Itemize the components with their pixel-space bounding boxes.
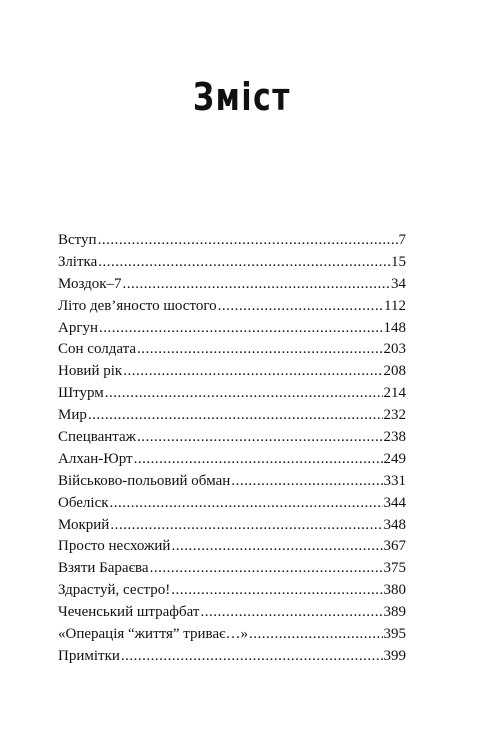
toc-entry-title: «Операція “життя” триває…» — [58, 626, 249, 643]
toc-entry-page: 7 — [398, 232, 406, 248]
toc-entry-page: 348 — [383, 516, 406, 533]
toc-entry-page: 367 — [383, 538, 406, 555]
toc-entry-title: Алхан-Юрт — [58, 450, 133, 467]
toc-entry-title: Мир — [58, 407, 87, 424]
toc-entry — [58, 604, 406, 626]
toc-entry-title: Новий рік — [58, 363, 123, 380]
toc-entry-page: 238 — [383, 429, 406, 446]
toc-entry-title: Злітка — [58, 253, 98, 270]
toc-entry-title: Військово-польовий обман — [58, 472, 231, 489]
dot-leader — [105, 385, 383, 402]
toc-entry-page: 112 — [384, 297, 406, 314]
toc-entry — [58, 648, 406, 670]
toc-entry — [58, 341, 406, 363]
toc-entry-title: Аргун — [58, 319, 99, 336]
toc-entry-page: 331 — [383, 472, 406, 489]
dot-leader — [137, 341, 382, 358]
toc-entry-title: Вступ — [58, 232, 97, 248]
dot-leader — [200, 604, 382, 621]
toc-entry-title: Здрастуй, сестро! — [58, 582, 171, 599]
dot-leader — [171, 582, 382, 599]
toc-entry — [58, 254, 406, 276]
toc-entry — [58, 232, 406, 254]
toc-entry — [58, 407, 406, 429]
dot-leader — [88, 407, 383, 424]
toc-entry-title: Сон солдата — [58, 341, 137, 358]
dot-leader — [150, 560, 383, 577]
toc-entry — [58, 560, 406, 582]
toc-entry-title: Спецвантаж — [58, 429, 137, 446]
toc-entry-page: 380 — [383, 582, 406, 599]
toc-entry — [58, 451, 406, 473]
toc-entry-page: 214 — [383, 385, 406, 402]
toc-entry-title: Просто несхожий — [58, 538, 171, 555]
dot-leader — [218, 298, 383, 315]
page-title: Зміст — [192, 75, 291, 119]
dot-leader — [121, 648, 383, 665]
toc-entry-page: 34 — [391, 275, 406, 292]
toc-entry — [58, 363, 406, 385]
toc-entry — [58, 473, 406, 495]
toc-entry-page: 249 — [383, 450, 406, 467]
dot-leader — [249, 626, 382, 643]
dot-leader — [110, 495, 383, 512]
dot-leader — [231, 473, 382, 490]
toc-entry-title: Взяти Бараєва — [58, 560, 149, 577]
dot-leader — [171, 538, 382, 555]
toc-entry — [58, 385, 406, 407]
toc-entry-title: Чеченський штрафбат — [58, 604, 200, 621]
toc-entry — [58, 582, 406, 604]
dot-leader — [99, 320, 382, 337]
dot-leader — [110, 517, 382, 534]
toc-entry — [58, 320, 406, 342]
dot-leader — [134, 451, 383, 468]
toc-entry-page: 375 — [383, 560, 406, 577]
toc-entry-title: Літо дев’яносто шостого — [58, 297, 217, 314]
toc-entry — [58, 517, 406, 539]
toc-entry — [58, 429, 406, 451]
toc-entry-page: 203 — [383, 341, 406, 358]
toc-entry — [58, 495, 406, 517]
dot-leader — [98, 254, 390, 271]
dot-leader — [137, 429, 382, 446]
toc-entry — [58, 626, 406, 648]
toc-entry-page: 208 — [383, 363, 406, 380]
toc-entry-title: Обеліск — [58, 494, 109, 511]
toc-entry-page: 344 — [383, 494, 406, 511]
table-of-contents — [58, 232, 406, 670]
toc-entry — [58, 276, 406, 298]
toc-entry-page: 232 — [383, 407, 406, 424]
toc-entry-page: 399 — [383, 647, 406, 664]
toc-entry-title: Моздок–7 — [58, 275, 122, 292]
dot-leader — [98, 232, 398, 249]
toc-entry — [58, 538, 406, 560]
dot-leader — [123, 363, 382, 380]
toc-entry-title: Мокрий — [58, 516, 110, 533]
toc-entry-page: 389 — [383, 604, 406, 621]
toc-entry-title: Примітки — [58, 647, 120, 664]
dot-leader — [123, 276, 390, 293]
toc-entry — [58, 298, 406, 320]
toc-entry-page: 15 — [391, 253, 406, 270]
toc-entry-title: Штурм — [58, 385, 104, 402]
toc-entry-page: 395 — [383, 626, 406, 643]
toc-entry-page: 148 — [383, 319, 406, 336]
